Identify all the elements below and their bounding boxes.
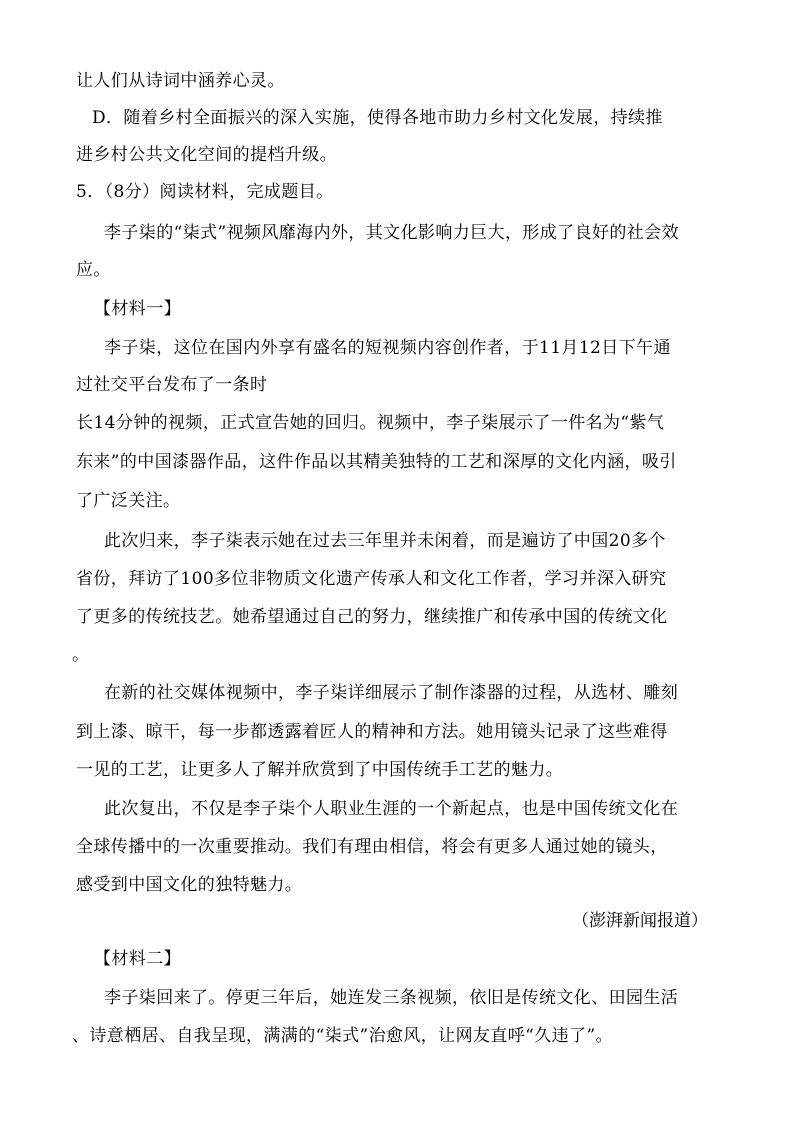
- text-line: 过社交平台发布了一条时: [76, 375, 268, 395]
- text-line: 李子柒，这位在国内外享有盛名的短视频内容创作者，于11月12日下午通: [104, 338, 671, 358]
- text-line: 让人们从诗词中涵养心灵。: [76, 71, 285, 91]
- text-line: 全球传播中的一次重要推动。我们有理由相信，将会有更多人通过她的镜头，: [76, 837, 668, 857]
- text-line: 应。: [76, 260, 111, 280]
- text-line: 。: [72, 645, 90, 665]
- text-line: 李子柒回来了。停更三年后，她连发三条视频，依旧是传统文化、田园生活: [104, 988, 679, 1008]
- text-line: 到上漆、晾干，每一步都透露着匠人的精神和方法。她用镜头记录了这些难得: [76, 722, 668, 742]
- text-line: 在新的社交媒体视频中，李子柒详细展示了制作漆器的过程，从选材、雕刻: [104, 683, 679, 703]
- text-line: 进乡村公共文化空间的提档升级。: [76, 145, 337, 165]
- text-line: 、诗意栖居、自我呈现，满满的“柒式”治愈风，让网友直呼“久违了”。: [72, 1026, 613, 1046]
- text-line: 李子柒的“柒式”视频风靡海内外，其文化影响力巨大，形成了良好的社会效: [104, 223, 679, 243]
- text-line: 东来”的中国漆器作品，这件作品以其精美独特的工艺和深厚的文化内涵，吸引: [76, 452, 677, 472]
- text-line: 了广泛关注。: [76, 491, 181, 511]
- text-line: 长14分钟的视频，正式宣告她的回归。视频中，李子柒展示了一件名为“紫气: [76, 413, 665, 433]
- source-attribution: （澎湃新闻报道）: [572, 911, 708, 931]
- text-line: 此次归来，李子柒表示她在过去三年里并未闲着，而是遍访了中国20多个: [104, 531, 666, 551]
- question-heading: 5．（8分）阅读材料，完成题目。: [76, 182, 334, 202]
- material-heading: 【材料二】: [94, 949, 181, 969]
- text-line: 一见的工艺，让更多人了解并欣赏到了中国传统手工艺的魅力。: [76, 760, 564, 780]
- text-line: 此次复出，不仅是李子柒个人职业生涯的一个新起点，也是中国传统文化在: [104, 799, 679, 819]
- option-d-line: D．随着乡村全面振兴的深入实施，使得各地市助力乡村文化发展，持续推: [92, 108, 663, 128]
- material-heading: 【材料一】: [94, 299, 181, 319]
- text-line: 感受到中国文化的独特魅力。: [76, 875, 303, 895]
- text-line: 省份，拜访了100多位非物质文化遗产传承人和文化工作者，学习并深入研究: [76, 569, 667, 589]
- text-line: 了更多的传统技艺。她希望通过自己的努力，继续推广和传承中国的传统文化: [76, 607, 668, 627]
